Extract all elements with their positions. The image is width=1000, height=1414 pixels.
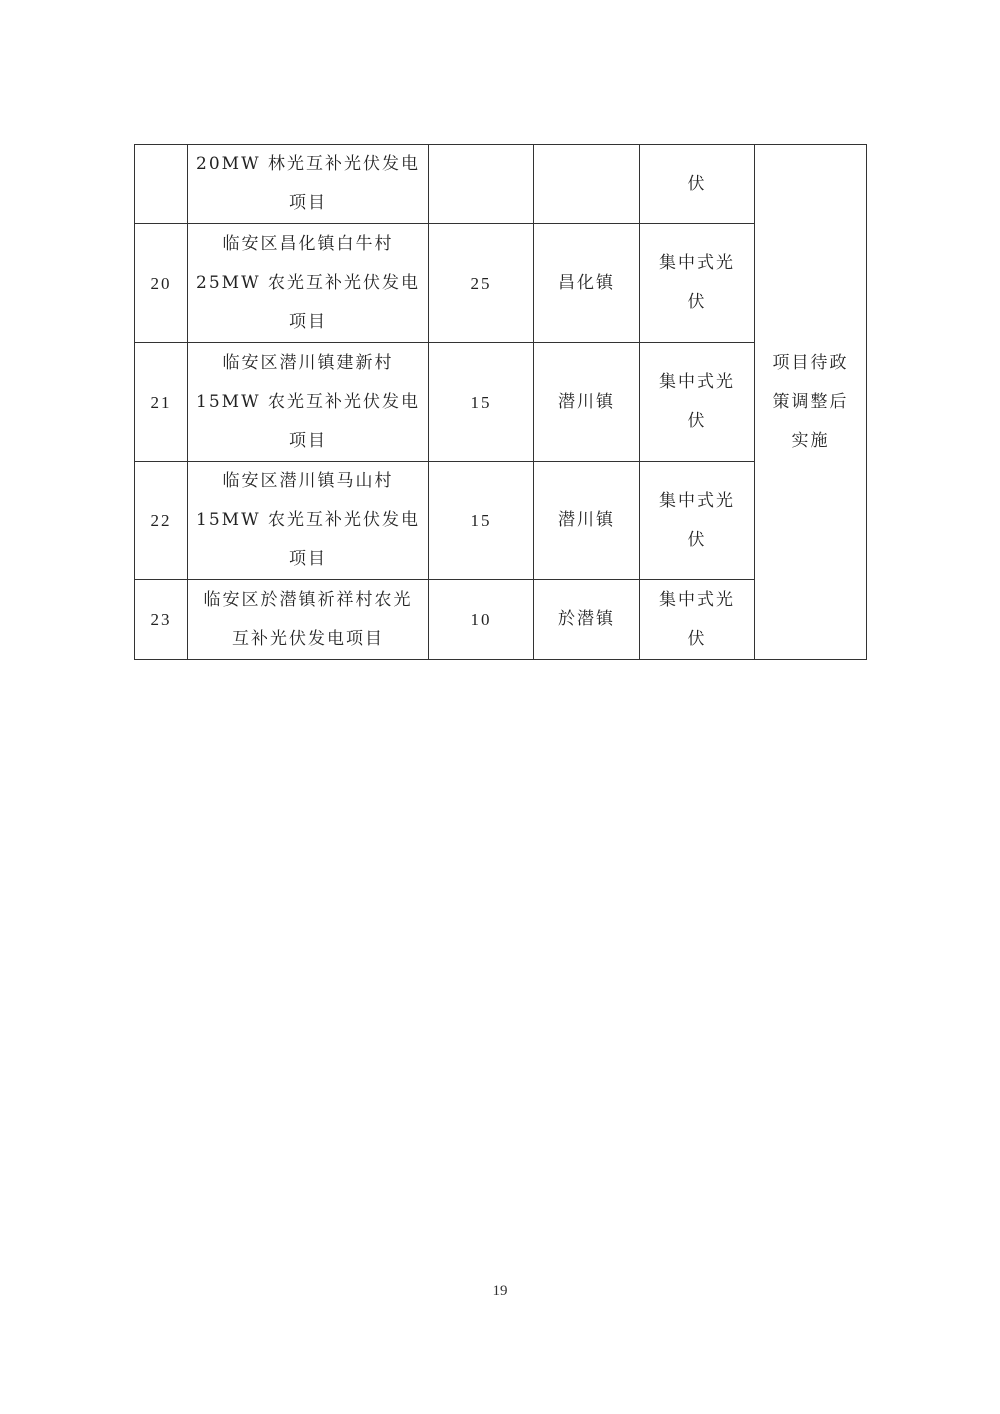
row-number-cell: [135, 145, 188, 224]
status-cell: 项目待政 策调整后 实施: [755, 145, 867, 660]
type-cell: 集中式光 伏: [640, 343, 755, 462]
town-cell: 於潜镇: [534, 580, 640, 660]
type-cell: 集中式光 伏: [640, 462, 755, 580]
project-name-cell: 临安区於潜镇祈祥村农光 互补光伏发电项目: [188, 580, 429, 660]
project-name-cell: 临安区潜川镇马山村 15MW 农光互补光伏发电 项目: [188, 462, 429, 580]
capacity-cell: 15: [429, 343, 534, 462]
town-cell: [534, 145, 640, 224]
row-number-cell: 22: [135, 462, 188, 580]
row-number-cell: 21: [135, 343, 188, 462]
town-cell: 潜川镇: [534, 462, 640, 580]
row-number-cell: 23: [135, 580, 188, 660]
project-name-cell: 临安区昌化镇白牛村 25MW 农光互补光伏发电 项目: [188, 224, 429, 343]
type-cell: 伏: [640, 145, 755, 224]
type-cell: 集中式光 伏: [640, 224, 755, 343]
table-row: [135, 145, 867, 224]
town-cell: 潜川镇: [534, 343, 640, 462]
project-name-cell: 临安区潜川镇建新村 15MW 农光互补光伏发电 项目: [188, 343, 429, 462]
row-number-cell: 20: [135, 224, 188, 343]
capacity-cell: [429, 145, 534, 224]
project-name-cell: 20MW 林光互补光伏发电 项目: [188, 145, 429, 224]
town-cell: 昌化镇: [534, 224, 640, 343]
page-number: 19: [492, 1283, 508, 1299]
capacity-cell: 25: [429, 224, 534, 343]
type-cell: 集中式光 伏: [640, 580, 755, 660]
capacity-cell: 10: [429, 580, 534, 660]
capacity-cell: 15: [429, 462, 534, 580]
project-table: [134, 144, 867, 660]
